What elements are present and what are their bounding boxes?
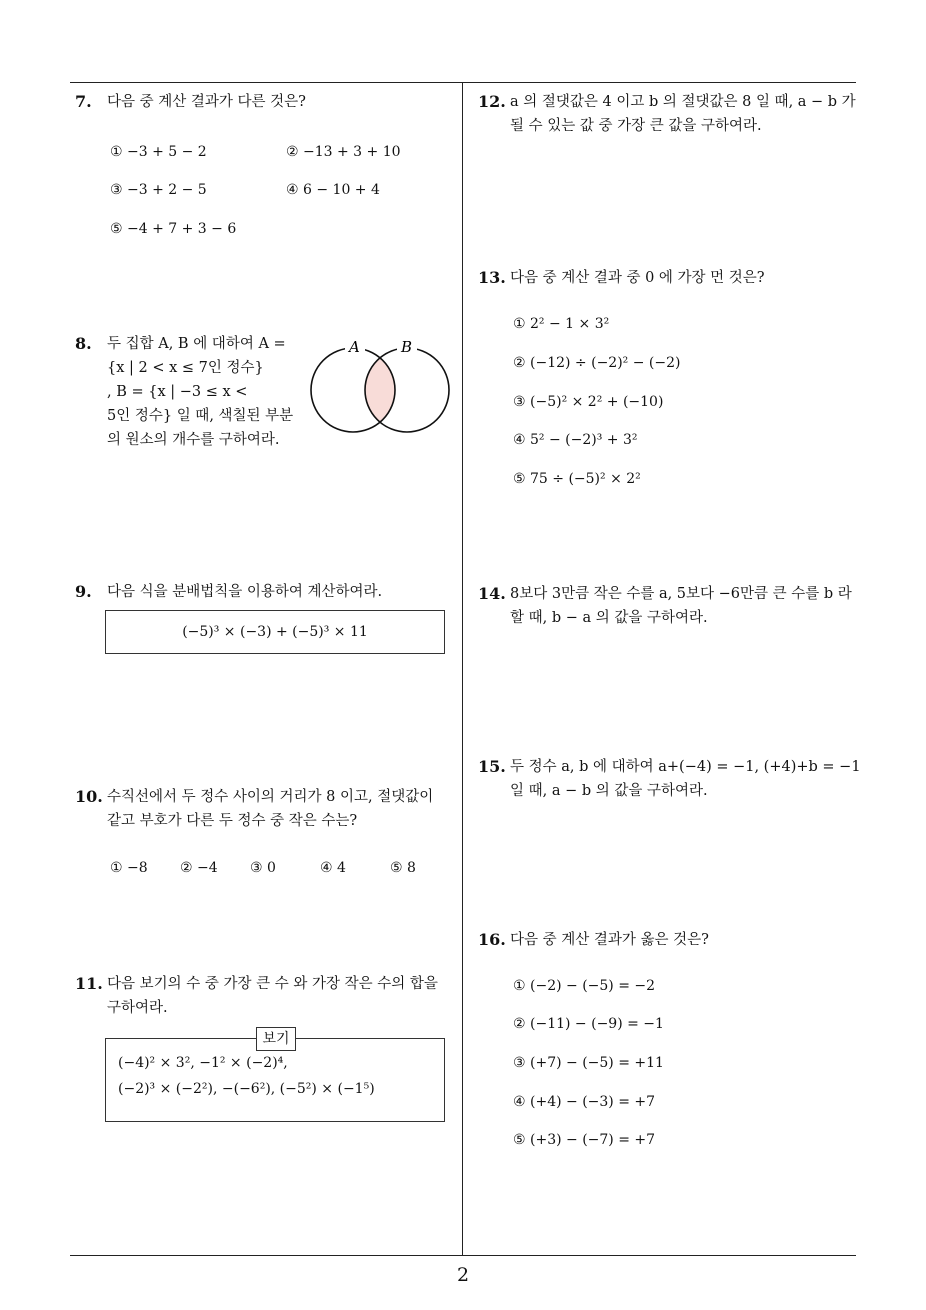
question-14 [478,582,863,634]
q16-option-1[interactable]: ① (−2) − (−5) = −2 [513,978,656,994]
q13-option-2[interactable]: ② (−12) ÷ (−2)² − (−2) [513,355,681,371]
q13-option-1[interactable]: ① 2² − 1 × 3² [513,316,610,332]
question-15 [478,755,863,807]
q10-option-4[interactable]: ④ 4 [320,860,346,876]
question-line: 할 때, b − a 의 값을 구하여라. [510,610,708,626]
question-number: 13. [478,268,506,287]
question-11 [75,972,460,1024]
q10-option-2[interactable]: ② −4 [180,860,218,876]
question-line: 의 원소의 개수를 구하여라. [107,432,280,448]
question-line: a 의 절댓값은 4 이고 b 의 절댓값은 8 일 때, a − b 가 [510,94,856,110]
venn-diagram [305,333,460,443]
question-10 [75,785,460,837]
top-rule [70,82,856,83]
bogi-title: 보기 [256,1027,296,1051]
bogi-line: (−4)² × 3², −1² × (−2)⁴, [118,1055,288,1071]
question-number: 7. [75,92,92,111]
q10-option-1[interactable]: ① −8 [110,860,148,876]
question-line: 일 때, a − b 의 값을 구하여라. [510,783,708,799]
question-8 [75,332,300,462]
question-number: 9. [75,582,92,601]
column-divider [462,82,463,1255]
question-number: 16. [478,930,506,949]
question-number: 15. [478,757,506,776]
question-line: 5인 정수} 일 때, 색칠된 부분 [107,408,294,424]
expression-box [105,610,445,654]
question-line: 8보다 3만큼 작은 수를 a, 5보다 −6만큼 큰 수를 b 라 [510,586,852,602]
question-number: 11. [75,974,103,993]
q7-option-5[interactable]: ⑤ −4 + 7 + 3 − 6 [110,221,237,237]
q7-option-1[interactable]: ① −3 + 5 − 2 [110,144,207,160]
q16-option-3[interactable]: ③ (+7) − (−5) = +11 [513,1055,664,1071]
question-line: 수직선에서 두 정수 사이의 거리가 8 이고, 절댓값이 [107,789,434,805]
bogi-line: (−2)³ × (−2²), −(−6²), (−5²) × (−1⁵) [118,1081,375,1097]
question-line: , B = {x | −3 ≤ x < [107,384,248,400]
question-16 [478,928,863,958]
q7-option-4[interactable]: ④ 6 − 10 + 4 [286,182,380,198]
q13-option-5[interactable]: ⑤ 75 ÷ (−5)² × 2² [513,471,641,487]
question-line: 될 수 있는 값 중 가장 큰 값을 구하여라. [510,118,762,134]
q13-option-4[interactable]: ④ 5² − (−2)³ + 3² [513,432,638,448]
question-line: {x | 2 < x ≤ 7인 정수} [107,360,264,376]
question-9 [75,580,455,610]
question-line: 두 집합 A, B 에 대하여 A = [107,336,286,352]
q16-option-4[interactable]: ④ (+4) − (−3) = +7 [513,1094,656,1110]
question-text: 다음 중 계산 결과 중 0 에 가장 먼 것은? [510,270,765,286]
set-b-label: B [401,338,413,356]
q7-option-3[interactable]: ③ −3 + 2 − 5 [110,182,207,198]
q16-option-5[interactable]: ⑤ (+3) − (−7) = +7 [513,1132,656,1148]
bottom-rule [70,1255,856,1256]
expression: (−5)³ × (−3) + (−5)³ × 11 [182,624,368,640]
question-line: 다음 보기의 수 중 가장 큰 수 와 가장 작은 수의 합을 [107,976,438,992]
question-number: 12. [478,92,506,111]
page-number: 2 [456,1264,470,1286]
question-line: 구하여라. [107,1000,168,1016]
question-line: 두 정수 a, b 에 대하여 a+(−4) = −1, (+4)+b = −1 [510,759,861,775]
q7-option-2[interactable]: ② −13 + 3 + 10 [286,144,401,160]
q10-option-3[interactable]: ③ 0 [250,860,276,876]
q13-option-3[interactable]: ③ (−5)² × 2² + (−10) [513,394,664,410]
q10-option-5[interactable]: ⑤ 8 [390,860,416,876]
question-text: 다음 중 계산 결과가 옳은 것은? [510,932,709,948]
q16-option-2[interactable]: ② (−11) − (−9) = −1 [513,1016,664,1032]
question-12 [478,90,863,142]
question-line: 같고 부호가 다른 두 정수 중 작은 수는? [107,813,358,829]
set-a-label: A [349,338,360,356]
question-text: 다음 중 계산 결과가 다른 것은? [107,94,306,110]
question-text: 다음 식을 분배법칙을 이용하여 계산하여라. [107,584,383,600]
question-number: 14. [478,584,506,603]
question-13 [478,266,863,296]
question-number: 8. [75,334,92,353]
question-number: 10. [75,787,103,806]
